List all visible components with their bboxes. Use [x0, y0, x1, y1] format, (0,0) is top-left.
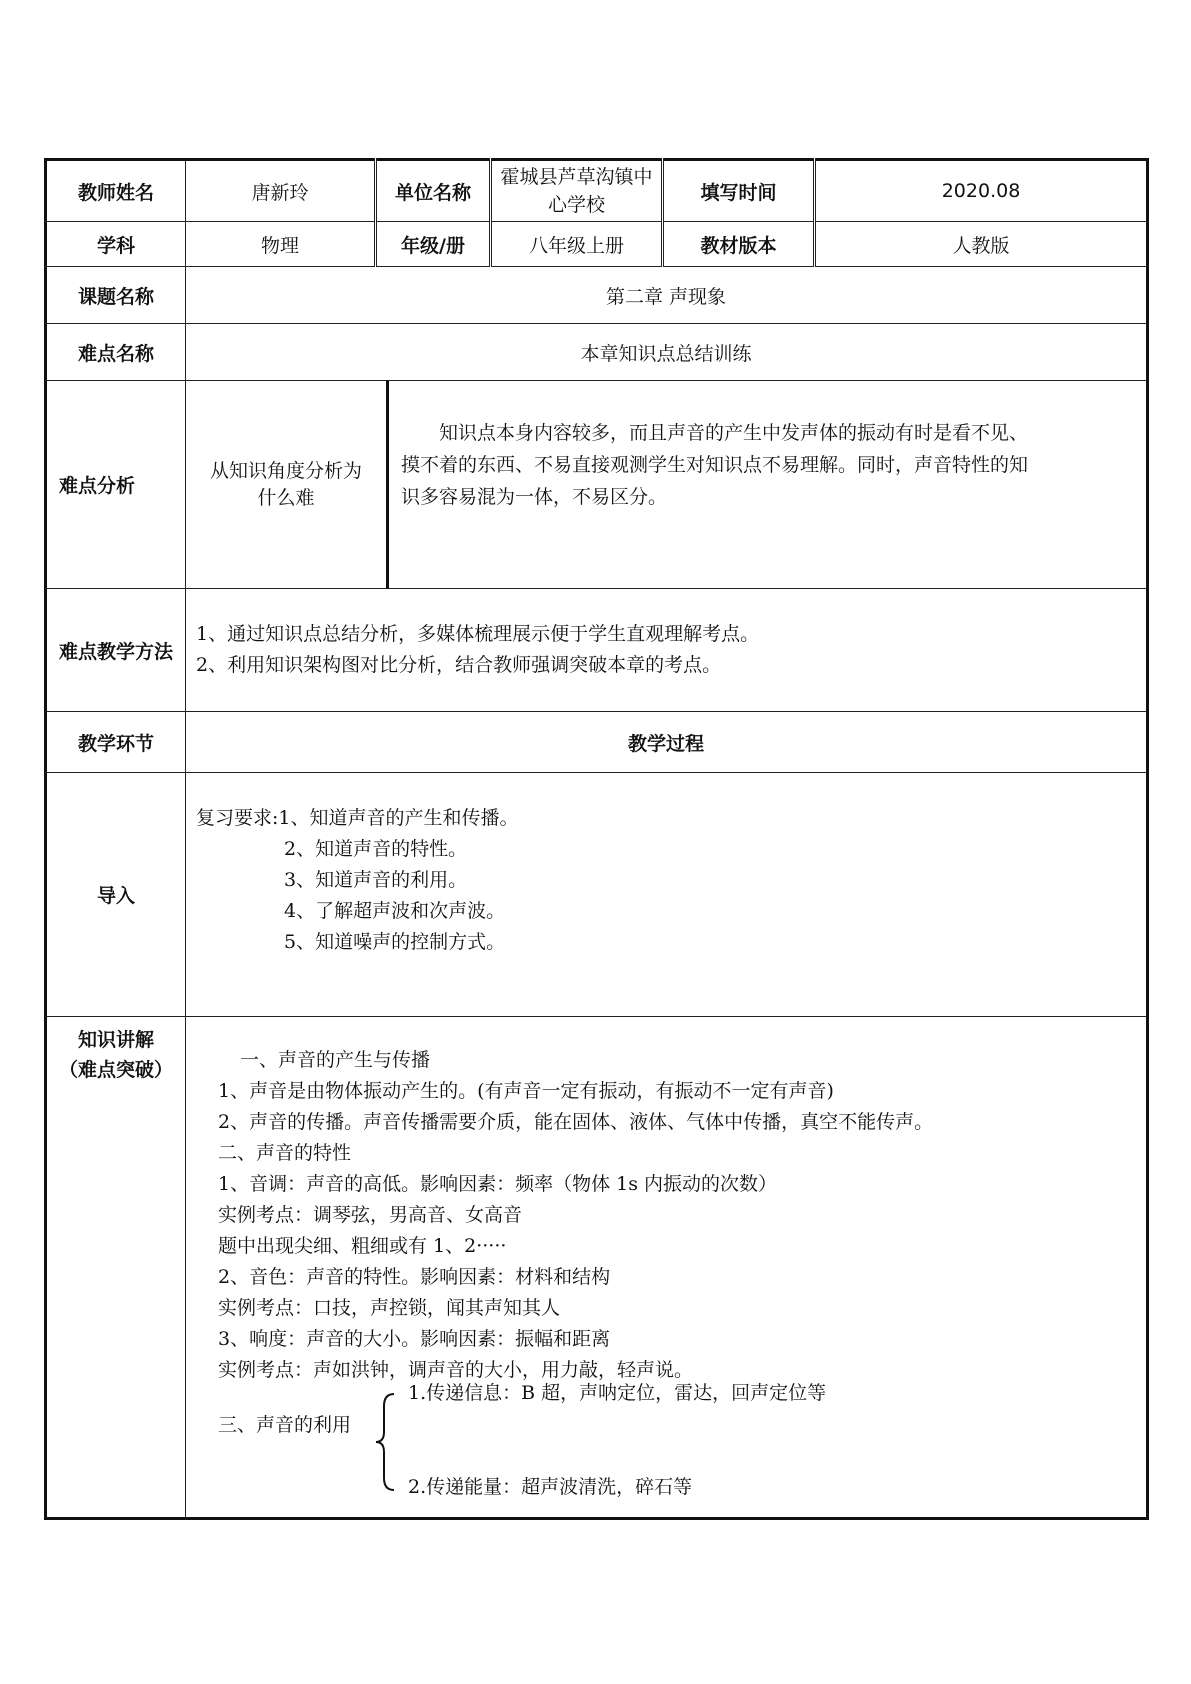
section-2-pitch-hint: 题中出现尖细、粗细或有 1、2····· — [218, 1235, 507, 1257]
intro-content — [186, 773, 1148, 1017]
grade-label: 年级/册 — [376, 222, 491, 267]
analysis-text-line-2: 摸不着的东西、不易直接观测学生对知识点不易理解。同时，声音特性的知 — [401, 453, 1029, 476]
subject-label: 学科 — [46, 222, 186, 267]
section-3-title: 三、声音的利用 — [218, 1414, 352, 1436]
intro-line-3: 3、知道声音的利用。 — [284, 869, 468, 891]
topic-value: 第二章 声现象 — [186, 267, 1148, 324]
subject-value: 物理 — [186, 222, 376, 267]
edition-value: 人教版 — [815, 222, 1148, 267]
knowledge-label-line-1: 知识讲解 — [77, 1029, 154, 1051]
analysis-sublabel-line-1: 从知识角度分析为 — [209, 459, 362, 482]
lesson-plan-table — [44, 158, 1149, 1520]
intro-line-5: 5、知道噪声的控制方式。 — [284, 931, 506, 953]
section-1-title: 一、声音的产生与传播 — [240, 1049, 431, 1071]
method-content — [186, 589, 1148, 712]
teacher-name-label: 教师姓名 — [46, 160, 186, 222]
topic-label: 课题名称 — [46, 267, 186, 324]
unit-name-label: 单位名称 — [376, 160, 491, 222]
difficulty-label: 难点名称 — [46, 324, 186, 381]
grade-value: 八年级上册 — [491, 222, 663, 267]
intro-line-1: 复习要求:1、知道声音的产生和传播。 — [196, 807, 519, 829]
knowledge-label-line-2: （难点突破） — [58, 1059, 173, 1081]
section-2-loudness: 3、响度：声音的大小。影响因素：振幅和距离 — [218, 1328, 611, 1350]
fill-date-label: 填写时间 — [663, 160, 815, 222]
process-stage-label: 教学环节 — [46, 712, 186, 773]
unit-name-line-2: 心学校 — [548, 194, 606, 216]
edition-label: 教材版本 — [663, 222, 815, 267]
difficulty-value: 本章知识点总结训练 — [186, 324, 1148, 381]
intro-label: 导入 — [46, 773, 186, 1017]
analysis-text-line-1: 知识点本身内容较多，而且声音的产生中发声体的振动有时是看不见、 — [439, 421, 1029, 444]
method-label: 难点教学方法 — [46, 589, 186, 712]
analysis-sublabel — [186, 381, 388, 589]
analysis-label: 难点分析 — [46, 381, 186, 589]
section-3-item-1: 1.传递信息：B 超，声呐定位，雷达，回声定位等 — [408, 1382, 827, 1404]
teacher-name-value: 唐新玲 — [186, 160, 376, 222]
method-item-1: 1、通过知识点总结分析，多媒体梳理展示便于学生直观理解考点。 — [196, 623, 760, 645]
section-2-pitch-example: 实例考点：调琴弦，男高音、女高音 — [218, 1204, 523, 1226]
fill-date-value: 2020.08 — [815, 160, 1148, 222]
analysis-text-line-3: 识多容易混为一体，不易区分。 — [401, 485, 668, 508]
analysis-sublabel-line-2: 什么难 — [257, 486, 315, 509]
intro-line-2: 2、知道声音的特性。 — [284, 838, 468, 860]
unit-name-value — [491, 160, 663, 222]
process-header: 教学过程 — [186, 712, 1148, 773]
section-2-title: 二、声音的特性 — [218, 1142, 352, 1164]
section-3-item-2: 2.传递能量：超声波清洗，碎石等 — [408, 1476, 693, 1498]
section-2-timbre: 2、音色：声音的特性。影响因素：材料和结构 — [218, 1266, 611, 1288]
section-1-item-1: 1、声音是由物体振动产生的。(有声音一定有振动，有振动不一定有声音) — [218, 1080, 834, 1102]
method-item-2: 2、利用知识架构图对比分析，结合教师强调突破本章的考点。 — [196, 654, 722, 676]
intro-line-4: 4、了解超声波和次声波。 — [284, 900, 506, 922]
section-2-timbre-example: 实例考点：口技，声控锁，闻其声知其人 — [218, 1297, 561, 1319]
curly-brace-icon — [374, 1392, 398, 1492]
section-1-item-2: 2、声音的传播。声音传播需要介质，能在固体、液体、气体中传播，真空不能传声。 — [218, 1111, 934, 1133]
analysis-text — [388, 381, 1148, 589]
knowledge-label — [46, 1017, 186, 1519]
section-3-use-of-sound — [218, 1382, 1146, 1506]
unit-name-line-1: 霍城县芦草沟镇中 — [500, 166, 653, 188]
section-2-pitch: 1、音调：声音的高低。影响因素：频率（物体 1s 内振动的次数） — [218, 1173, 778, 1195]
section-2-loudness-example: 实例考点：声如洪钟，调声音的大小，用力敲，轻声说。 — [218, 1359, 694, 1381]
knowledge-content — [186, 1017, 1148, 1519]
